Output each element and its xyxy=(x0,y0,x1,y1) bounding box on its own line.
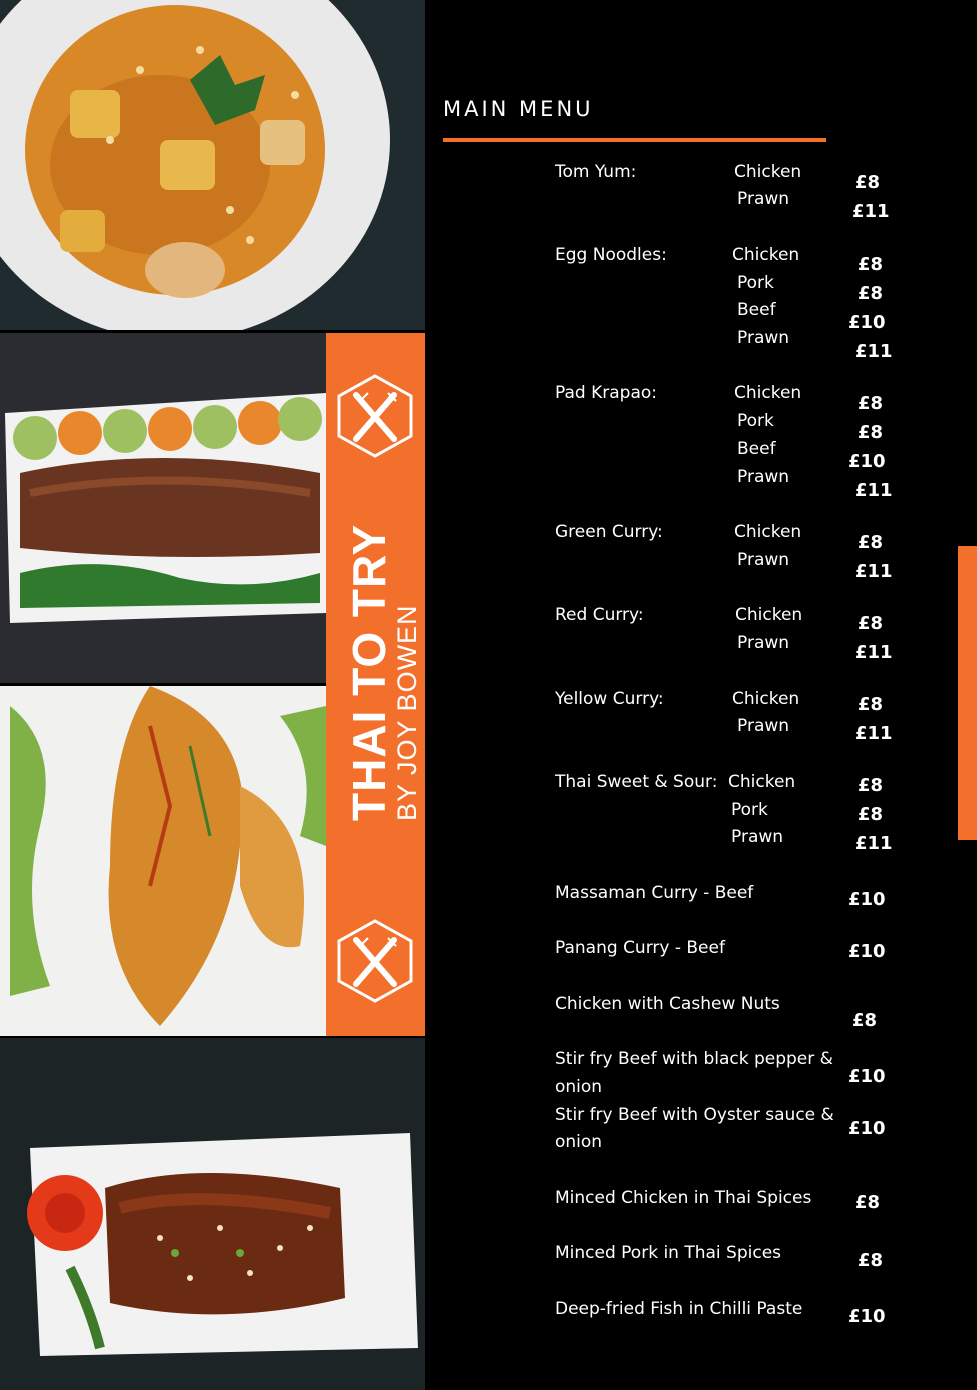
item-option: Chicken xyxy=(732,245,800,265)
item-price: £10 xyxy=(848,1066,886,1087)
item-option: Chicken xyxy=(734,383,802,403)
brand-banner xyxy=(326,333,425,1036)
heading-divider xyxy=(443,138,826,142)
item-name: onion xyxy=(555,1132,603,1152)
item-option: Chicken xyxy=(734,162,802,182)
crossed-fork-knife-hexagon-icon xyxy=(336,373,414,459)
item-option: Beef xyxy=(737,439,776,459)
item-option: Chicken xyxy=(732,689,800,709)
fried-fish-photo xyxy=(0,686,326,1036)
item-option: Pork xyxy=(737,411,774,431)
item-name: Tom Yum: xyxy=(555,162,637,182)
item-option: Prawn xyxy=(731,827,784,847)
brand-subtitle: BY JOY BOWEN xyxy=(392,604,422,821)
item-price: £10 xyxy=(848,1118,886,1139)
item-price: £11 xyxy=(855,341,893,362)
crossed-fork-knife-hexagon-icon xyxy=(336,918,414,1004)
item-name: Massaman Curry - Beef xyxy=(555,883,754,903)
item-price: £8 xyxy=(858,804,884,825)
menu-heading: MAIN MENU xyxy=(443,97,594,121)
item-price: £8 xyxy=(852,1010,878,1031)
item-price: £8 xyxy=(858,393,884,414)
item-price: £10 xyxy=(848,312,886,333)
item-option: Chicken xyxy=(734,522,802,542)
item-name: Red Curry: xyxy=(555,605,644,625)
item-name: Minced Pork in Thai Spices xyxy=(555,1243,782,1263)
item-price: £8 xyxy=(858,694,884,715)
item-price: £8 xyxy=(858,283,884,304)
item-option: Pork xyxy=(737,273,774,293)
item-option: Chicken xyxy=(728,772,796,792)
item-option: Prawn xyxy=(737,328,790,348)
item-name: onion xyxy=(555,1077,603,1097)
item-price: £8 xyxy=(858,613,884,634)
item-price: £11 xyxy=(855,723,893,744)
item-price: £11 xyxy=(855,561,893,582)
item-name: Deep-fried Fish in Chilli Paste xyxy=(555,1299,803,1319)
item-name: Minced Chicken in Thai Spices xyxy=(555,1188,812,1208)
glazed-chicken-photo xyxy=(0,1038,425,1390)
item-option: Beef xyxy=(737,300,776,320)
item-price: £8 xyxy=(858,775,884,796)
grilled-pork-photo xyxy=(0,333,326,683)
item-option: Prawn xyxy=(737,716,790,736)
item-price: £8 xyxy=(858,1250,884,1271)
massaman-curry-photo xyxy=(0,0,425,330)
item-name: Panang Curry - Beef xyxy=(555,938,725,958)
item-price: £8 xyxy=(858,422,884,443)
item-option: Prawn xyxy=(737,550,790,570)
item-price: £10 xyxy=(848,451,886,472)
item-price: £8 xyxy=(855,1192,881,1213)
item-price: £11 xyxy=(855,833,893,854)
item-option: Prawn xyxy=(737,633,790,653)
item-price: £11 xyxy=(855,642,893,663)
item-option: Pork xyxy=(731,800,768,820)
item-name: Pad Krapao: xyxy=(555,383,657,403)
item-price: £11 xyxy=(855,480,893,501)
item-name: Chicken with Cashew Nuts xyxy=(555,994,780,1014)
item-name: Thai Sweet & Sour: xyxy=(555,772,718,792)
item-option: Chicken xyxy=(735,605,803,625)
brand-title: THAI TO TRY xyxy=(343,523,395,821)
item-name: Egg Noodles: xyxy=(555,245,667,265)
item-name: Green Curry: xyxy=(555,522,663,542)
item-name: Stir fry Beef with black pepper & xyxy=(555,1049,833,1069)
item-price: £8 xyxy=(855,172,881,193)
item-option: Prawn xyxy=(737,189,790,209)
item-price: £10 xyxy=(848,1306,886,1327)
item-name: Stir fry Beef with Oyster sauce & xyxy=(555,1105,834,1125)
item-price: £10 xyxy=(848,889,886,910)
item-price: £8 xyxy=(858,254,884,275)
item-option: Prawn xyxy=(737,467,790,487)
item-name: Yellow Curry: xyxy=(555,689,664,709)
item-price: £10 xyxy=(848,941,886,962)
item-price: £11 xyxy=(852,201,890,222)
item-price: £8 xyxy=(858,532,884,553)
accent-tab xyxy=(958,546,977,840)
